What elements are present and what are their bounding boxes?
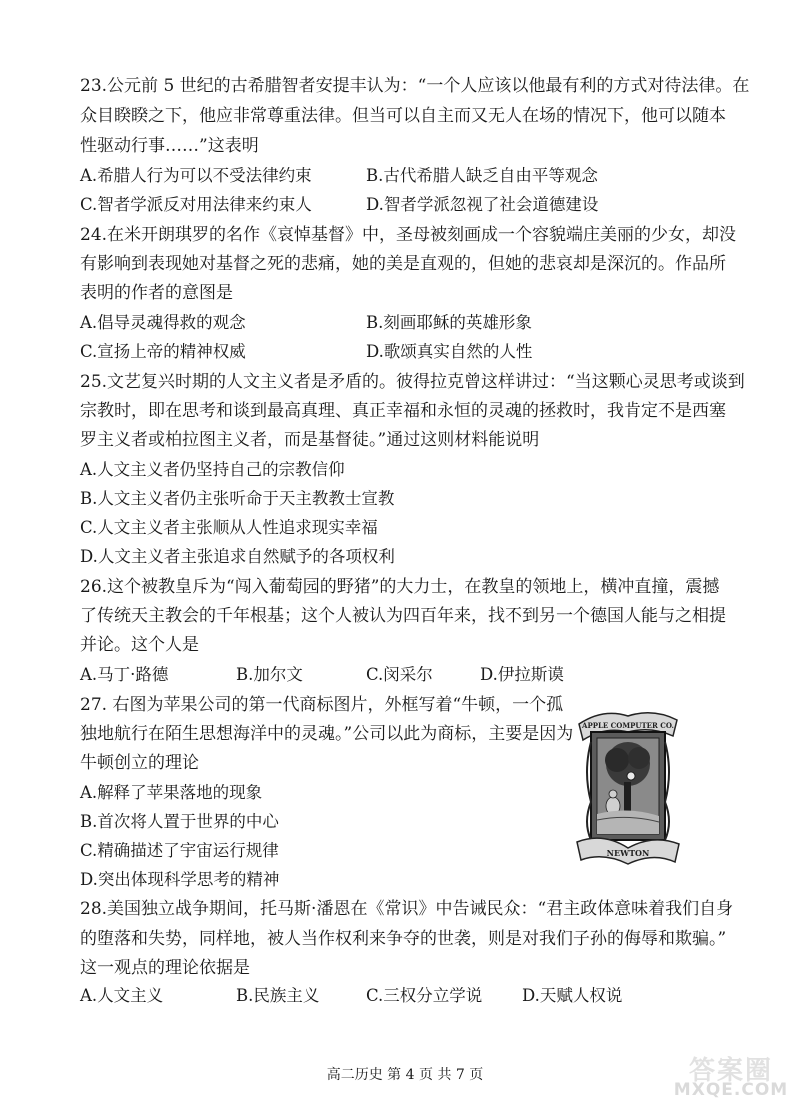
logo-ribbon-top-text: APPLE COMPUTER CO. [582, 721, 674, 730]
q24-option-c: C.宣扬上帝的精神权威 [80, 342, 246, 361]
q28-option-d: D.天赋人权说 [522, 986, 623, 1005]
q24-option-d: D.歌颂真实自然的人性 [366, 342, 533, 361]
q24-option-a: A.倡导灵魂得救的观念 [80, 313, 246, 332]
q25-stem-line-2: 宗教时，即在思考和谈到最高真理、真正幸福和永恒的灵魂的拯救时，我肯定不是西塞 [80, 401, 726, 421]
q26-option-d: D.伊拉斯谟 [480, 665, 564, 684]
q24-stem-line-1: 24.在米开朗琪罗的名作《哀悼基督》中，圣母被刻画成一个容貌端庄美丽的少女，却没 [80, 225, 737, 245]
q23-option-b: B.古代希腊人缺乏自由平等观念 [366, 166, 598, 185]
q23-stem-line-3: 性驱动行事……”这表明 [80, 136, 259, 156]
q26-stem-line-3: 并论。这个人是 [80, 635, 199, 655]
logo-ribbon-bottom-text: NEWTON [606, 848, 650, 858]
q28-stem-line-1: 28.美国独立战争期间，托马斯·潘恩在《常识》中告诫民众：“君主政体意味着我们自身 [80, 899, 734, 919]
page-footer: 高二历史 第 4 页 共 7 页 [326, 1067, 484, 1083]
q26-option-c: C.闵采尔 [366, 665, 433, 684]
q27-stem-line-2: 独地航行在陌生思想海洋中的灵魂。”公司以此为商标，主要是因为 [80, 724, 574, 744]
q27-stem-line-1: 27. 右图为苹果公司的第一代商标图片，外框写着“牛顿，一个孤 [80, 695, 564, 715]
q26-option-a: A.马丁·路德 [80, 665, 169, 684]
watermark-logo-text: 答案圈 [688, 1056, 773, 1086]
q24-stem-line-3: 表明的作者的意图是 [80, 283, 233, 303]
q26-stem-line-2: 了传统天主教会的千年根基；这个人被认为四百年来，找不到另一个德国人能与之相提 [80, 606, 726, 626]
q23-stem-line-1: 23.公元前 5 世纪的古希腊智者安提丰认为：“一个人应该以他最有利的方式对待法律。在 [80, 76, 750, 96]
q28-option-b: B.民族主义 [236, 986, 320, 1005]
q25-option-d: D.人文主义者主张追求自然赋予的各项权利 [80, 547, 395, 566]
q24-stem-line-2: 有影响到表现她对基督之死的悲痛，她的美是直观的，但她的悲哀却是深沉的。作品所 [80, 254, 726, 274]
site-watermark [666, 1050, 796, 1100]
q27-option-a: A.解释了苹果落地的现象 [80, 783, 263, 802]
q23-stem-line-2: 众目睽睽之下，他应非常尊重法律。但当可以自主而又无人在场的情况下，他可以随本 [80, 106, 726, 126]
q25-option-a: A.人文主义者仍坚持自己的宗教信仰 [80, 460, 345, 479]
q28-stem-line-2: 的堕落和失势，同样地，被人当作权利来争夺的世袭，则是对我们子孙的侮辱和欺骗。” [80, 929, 727, 949]
q28-stem-line-3: 这一观点的理论依据是 [80, 958, 250, 978]
q25-stem-line-3: 罗主义者或柏拉图主义者，而是基督徒。”通过这则材料能说明 [80, 430, 540, 450]
watermark-url: MXQE.COM [673, 1080, 789, 1100]
q26-option-b: B.加尔文 [236, 665, 303, 684]
apple-newton-logo-image [573, 702, 683, 870]
q25-stem-line-1: 25.文艺复兴时期的人文主义者是矛盾的。彼得拉克曾这样讲过：“当这颗心灵思考或谈到 [80, 372, 745, 392]
q27-stem-line-3: 牛顿创立的理论 [80, 753, 199, 773]
q27-option-b: B.首次将人置于世界的中心 [80, 812, 279, 831]
q27-option-c: C.精确描述了宇宙运行规律 [80, 841, 279, 860]
q23-option-d: D.智者学派忽视了社会道德建设 [366, 195, 599, 214]
q27-option-d: D.突出体现科学思考的精神 [80, 870, 280, 889]
q23-option-c: C.智者学派反对用法律来约束人 [80, 195, 312, 214]
q23-option-a: A.希腊人行为可以不受法律约束 [80, 166, 312, 185]
q28-option-c: C.三权分立学说 [366, 986, 483, 1005]
q24-option-b: B.刻画耶稣的英雄形象 [366, 313, 532, 332]
q26-stem-line-1: 26.这个被教皇斥为“闯入葡萄园的野猪”的大力士，在教皇的领地上，横冲直撞，震撼 [80, 577, 720, 597]
q25-option-c: C.人文主义者主张顺从人性追求现实幸福 [80, 518, 378, 537]
q25-option-b: B.人文主义者仍主张听命于天主教教士宣教 [80, 489, 395, 508]
q28-option-a: A.人文主义 [80, 986, 164, 1005]
